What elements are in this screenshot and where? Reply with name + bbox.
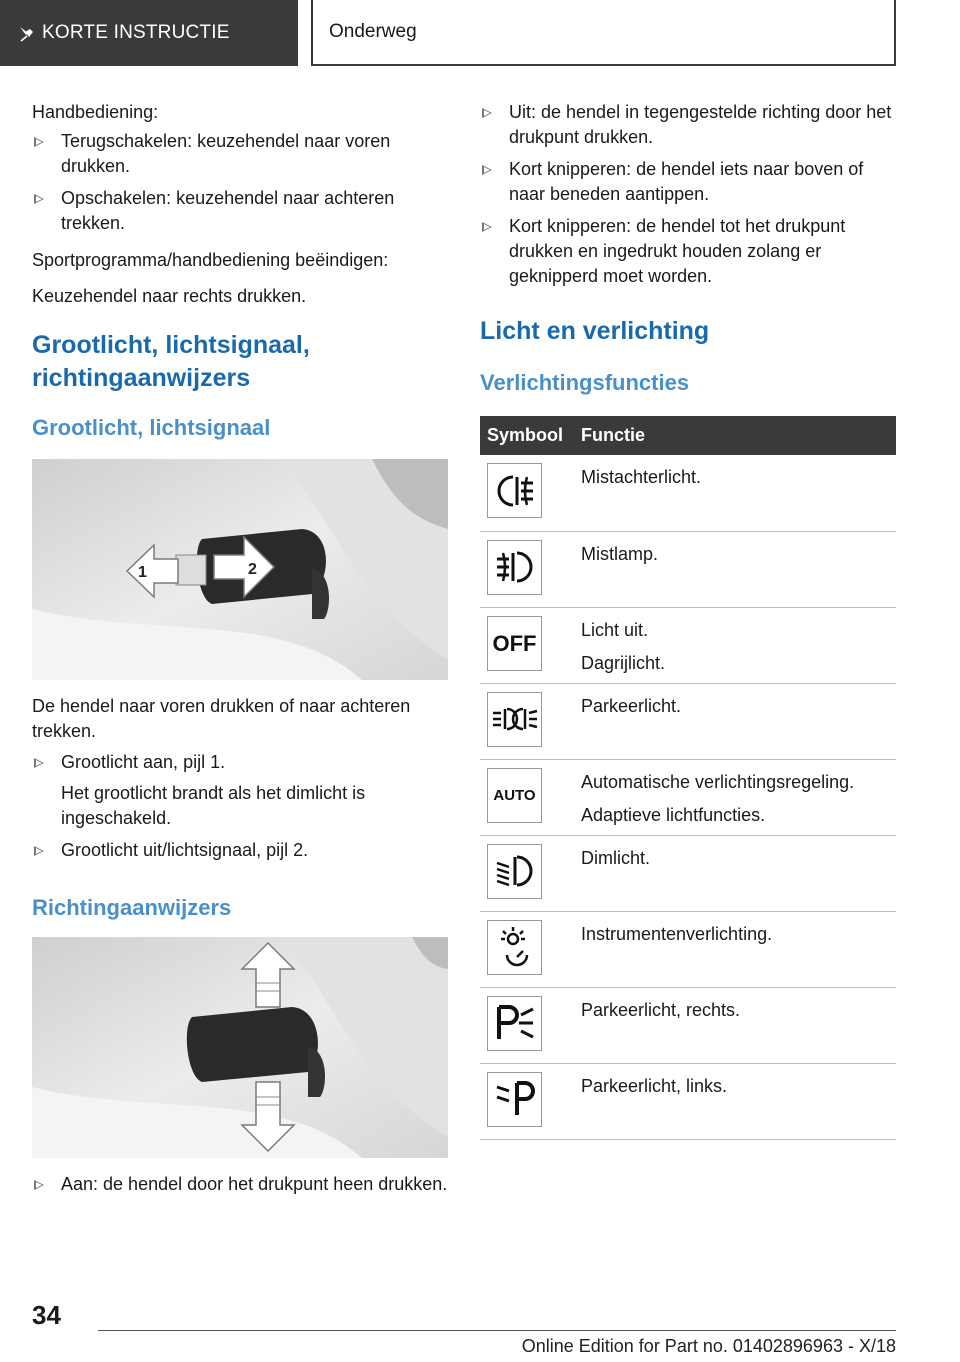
footer-divider — [98, 1330, 896, 1331]
parking-light-left-icon — [487, 1072, 542, 1127]
function-text: Parkeerlicht, rechts. — [581, 999, 741, 1020]
manual-mode-list — [32, 129, 448, 236]
list-item — [32, 129, 448, 179]
bullet-triangle-icon — [482, 165, 492, 175]
function-text: Licht uit. — [581, 619, 649, 640]
section-tab[interactable] — [0, 0, 298, 66]
end-manual-label: Sportprogramma/handbediening beëindigen: — [32, 250, 389, 270]
parking-light-right-icon — [487, 996, 542, 1051]
list-item — [32, 838, 448, 863]
function-text: Parkeerlicht, links. — [581, 1075, 728, 1096]
arrow-2-label: 2 — [248, 561, 257, 578]
auto-icon — [487, 768, 542, 823]
bullet-triangle-icon — [34, 194, 44, 204]
highbeam-list — [32, 750, 448, 863]
column-header-function: Functie — [581, 416, 896, 455]
list-item-text: Grootlicht uit/lichtsignaal, pijl 2. — [61, 840, 309, 860]
function-text: Instrumentenverlichting. — [581, 923, 773, 944]
subheading-highbeam: Grootlicht, lichtsignaal — [32, 415, 271, 440]
turn-signal-list-right — [480, 100, 896, 289]
function-text: Mistlamp. — [581, 543, 659, 564]
list-item-text: Kort knipperen: de hendel tot het drukpunt drukken en ingedrukt houden zolang er geknipperd moet worden. — [509, 216, 846, 286]
end-manual-text: Keuzehendel naar rechts drukken. — [32, 286, 307, 306]
fog-lamp-icon — [487, 540, 542, 595]
list-item — [480, 100, 896, 150]
table-row — [480, 1063, 896, 1139]
section-heading-lights: Licht en verlichting — [480, 317, 710, 345]
turn-signal-list-left — [32, 1172, 448, 1197]
highbeam-instruction: De hendel naar voren drukken of naar achteren trekken. — [32, 696, 411, 741]
table-row — [480, 835, 896, 911]
list-item — [32, 186, 448, 236]
page-number: 34 — [32, 1300, 61, 1330]
list-item — [32, 1172, 448, 1197]
list-item-subtext: Het grootlicht brandt als het dimlicht is ingeschakeld. — [61, 783, 366, 828]
table-row — [480, 531, 896, 607]
highbeam-lever-illustration — [32, 459, 448, 680]
bullet-triangle-icon — [482, 222, 492, 232]
function-text: Parkeerlicht. — [581, 695, 682, 716]
function-text-secondary: Adaptieve lichtfuncties. — [581, 804, 766, 825]
list-item-text: Terugschakelen: keuzehendel naar voren drukken. — [61, 131, 391, 176]
bullet-triangle-icon — [34, 137, 44, 147]
page-header — [0, 0, 960, 66]
bullet-triangle-icon — [34, 846, 44, 856]
list-item — [480, 214, 896, 289]
section-tab-label: KORTE INSTRUCTIE — [42, 22, 230, 43]
table-header-row — [480, 416, 896, 455]
bullet-triangle-icon — [34, 758, 44, 768]
left-column — [32, 100, 448, 1204]
list-item-text: Kort knipperen: de hendel iets naar boven of naar beneden aantippen. — [509, 159, 864, 204]
auto-icon-text: AUTO — [493, 786, 536, 804]
off-icon — [487, 616, 542, 671]
function-text: Mistachterlicht. — [581, 467, 702, 487]
table-row — [480, 455, 896, 531]
list-item — [32, 750, 448, 831]
function-text-secondary: Dagrijlicht. — [581, 652, 666, 673]
parking-light-icon — [487, 692, 542, 747]
list-item-text: Aan: de hendel door het drukpunt heen drukken. — [61, 1174, 448, 1194]
function-text: Dimlicht. — [581, 847, 651, 868]
list-item — [480, 157, 896, 207]
pushpin-icon — [18, 26, 36, 42]
right-column — [480, 100, 896, 1140]
instrument-lighting-icon — [487, 920, 542, 975]
turn-signal-lever-figure — [32, 937, 448, 1158]
function-text: Automatische verlichtingsregeling. — [581, 771, 855, 792]
table-row — [480, 683, 896, 759]
bullet-triangle-icon — [34, 1180, 44, 1190]
subheading-turn-signals: Richtingaanwijzers — [32, 895, 232, 920]
subsection-title — [311, 0, 896, 66]
edition-note: Online Edition for Part no. 01402896963 - X/18 — [521, 1336, 896, 1356]
list-item-text: Uit: de hendel in tegengestelde richting door het drukpunt drukken. — [509, 102, 892, 147]
table-row — [480, 911, 896, 987]
section-heading-highbeam-turn: Grootlicht, lichtsignaal, richtingaanwijzers — [32, 331, 310, 392]
off-icon-text: OFF — [492, 630, 537, 656]
bullet-triangle-icon — [482, 108, 492, 118]
subsection-label: Onderweg — [329, 21, 417, 42]
rear-fog-light-icon — [487, 463, 542, 518]
table-row — [480, 987, 896, 1063]
turn-signal-lever-illustration — [32, 937, 448, 1158]
list-item-text: Grootlicht aan, pijl 1. — [61, 752, 226, 772]
low-beam-icon — [487, 844, 542, 899]
manual-mode-label: Handbediening: — [32, 102, 159, 122]
list-item-text: Opschakelen: keuzehendel naar achteren trekken. — [61, 188, 395, 233]
subheading-light-functions: Verlichtingsfuncties — [480, 370, 690, 395]
table-row — [480, 607, 896, 683]
column-header-symbol: Symbool — [480, 416, 581, 455]
table-row — [480, 759, 896, 835]
arrow-1-label: 1 — [138, 564, 147, 581]
highbeam-lever-figure — [32, 459, 448, 680]
lighting-functions-table — [480, 416, 896, 1140]
